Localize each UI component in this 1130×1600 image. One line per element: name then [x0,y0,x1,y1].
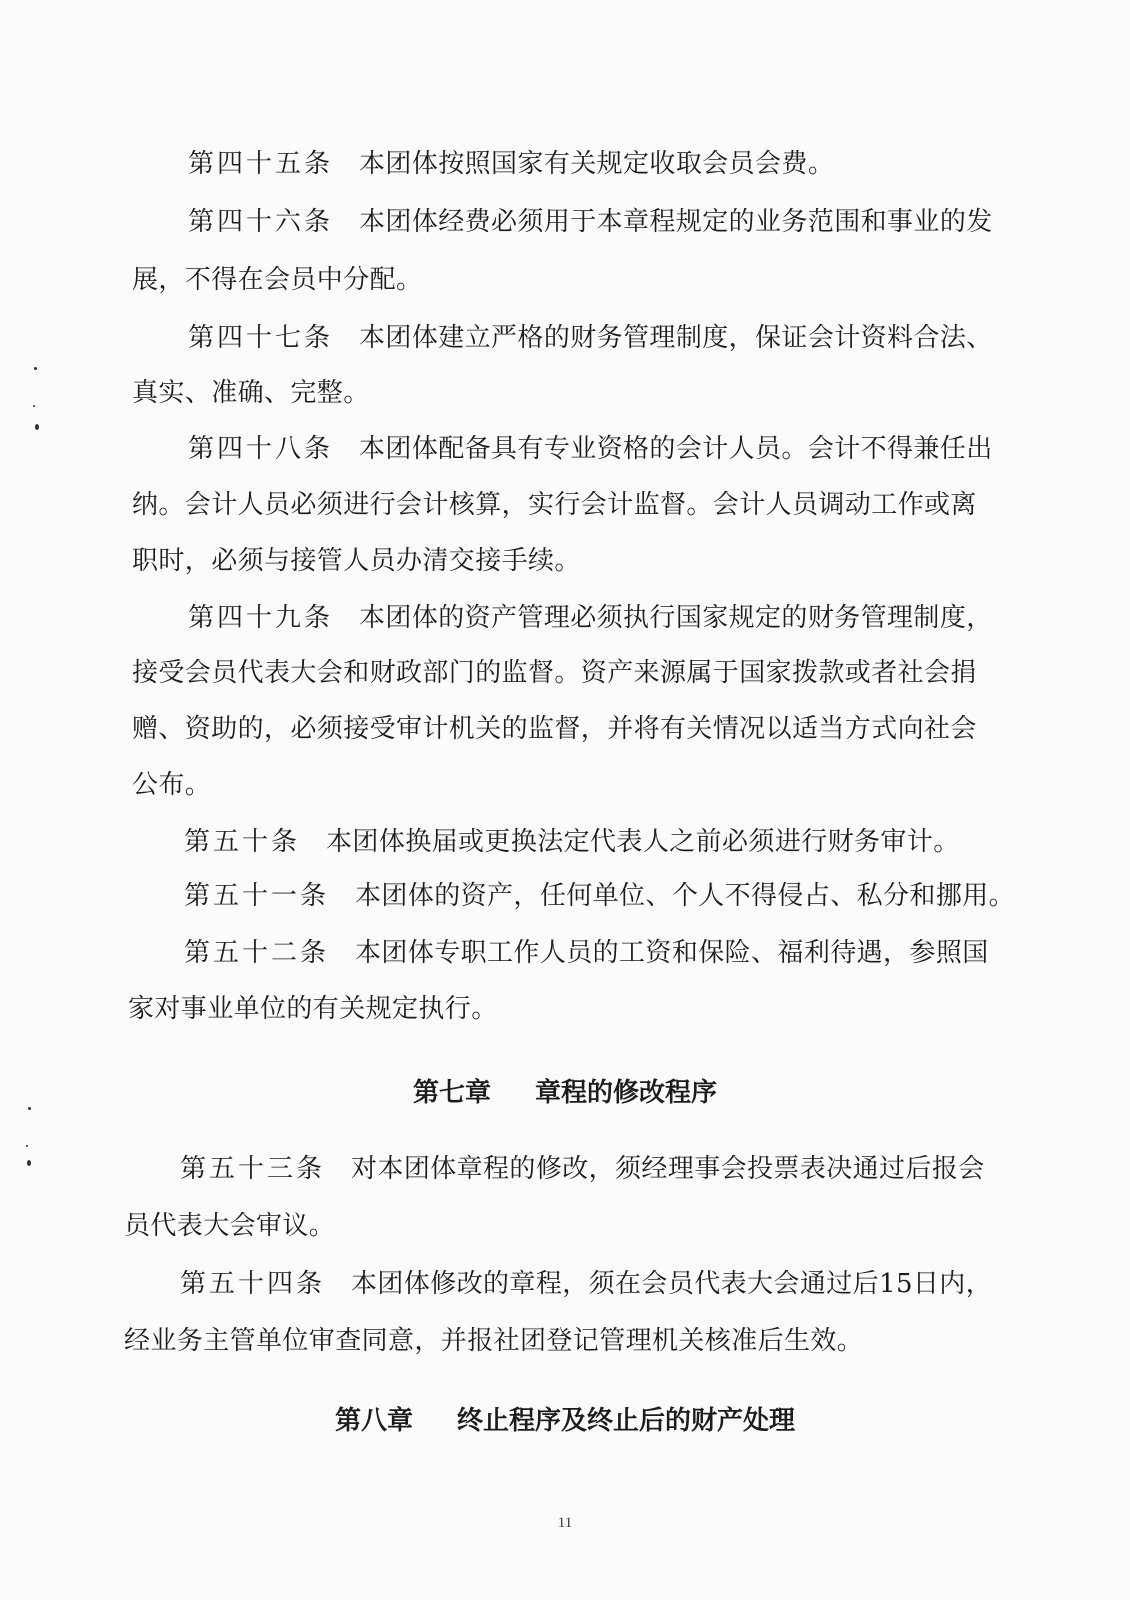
article-number: 第四十六条 [188,207,334,237]
article-number: 第五十四条 [180,1269,326,1299]
chapter-number: 第七章 [412,1078,491,1108]
article-49-line-4: 公布。 [132,770,212,800]
article-47-line-2: 真实、准确、完整。 [132,378,370,408]
article-number: 第四十八条 [188,434,334,464]
chapter-number: 第八章 [334,1406,413,1436]
article-49-line-1 [188,602,993,634]
article-49-line-3: 赠、资助的，必须接受审计机关的监督，并将有关情况以适当方式向社会 [132,714,977,744]
scan-speck [26,1145,28,1147]
chapter-title: 章程的修改程序 [535,1078,718,1108]
article-51-line-1 [184,880,1015,912]
article-text: 本团体经费必须用于本章程规定的业务范围和事业的发 [359,207,993,237]
article-54-line-2: 经业务主管单位审查同意，并报社团登记管理机关核准后生效。 [124,1326,864,1356]
article-number: 第五十一条 [184,881,330,911]
article-48-line-3: 职时，必须与接管人员办清交接手续。 [132,546,581,576]
article-49-line-2: 接受会员代表大会和财政部门的监督。资产来源属于国家拨款或者社会捐 [132,658,977,688]
article-text: 本团体的资产管理必须执行国家规定的财务管理制度， [359,603,993,633]
chapter-8-heading [0,1405,1130,1437]
article-number: 第四十九条 [188,603,334,633]
article-text: 本团体专职工作人员的工资和保险、福利待遇，参照国 [355,938,989,968]
article-48-line-1 [188,433,993,465]
article-46-line-1 [188,206,993,238]
scan-speck [34,367,37,370]
article-text: 本团体按照国家有关规定收取会员会费。 [359,149,835,179]
article-53-line-2: 员代表大会审议。 [124,1211,336,1241]
article-number: 第五十二条 [184,938,330,968]
article-text: 对本团体章程的修改，须经理事会投票表决通过后报会 [351,1154,985,1184]
article-number: 第五十条 [184,827,301,857]
chapter-7-heading [0,1077,1130,1109]
article-52-line-1 [184,937,989,969]
article-50-line-1 [184,826,960,858]
article-53-line-1 [180,1153,985,1185]
scan-speck [27,1160,31,1166]
article-text: 本团体修改的章程，须在会员代表大会通过后15日内， [351,1269,993,1299]
article-text: 本团体建立严格的财务管理制度，保证会计资料合法、 [359,323,993,353]
chapter-title: 终止程序及终止后的财产处理 [457,1406,796,1436]
scan-speck [28,1107,31,1110]
article-number: 第四十七条 [188,323,334,353]
article-47-line-1 [188,322,993,354]
article-text: 本团体的资产，任何单位、个人不得侵占、私分和挪用。 [355,881,1016,911]
article-45-line-1 [188,148,834,180]
page-number: 11 [557,1515,573,1531]
article-text: 本团体配备具有专业资格的会计人员。会计不得兼任出 [359,434,993,464]
scan-speck [35,424,39,430]
article-number: 第四十五条 [188,149,334,179]
article-54-line-1 [180,1268,992,1300]
scan-speck [33,405,35,407]
article-number: 第五十三条 [180,1154,326,1184]
article-52-line-2: 家对事业单位的有关规定执行。 [128,994,498,1024]
article-48-line-2: 纳。会计人员必须进行会计核算，实行会计监督。会计人员调动工作或离 [132,490,977,520]
article-46-line-2: 展，不得在会员中分配。 [132,265,423,295]
article-text: 本团体换届或更换法定代表人之前必须进行财务审计。 [326,827,960,857]
